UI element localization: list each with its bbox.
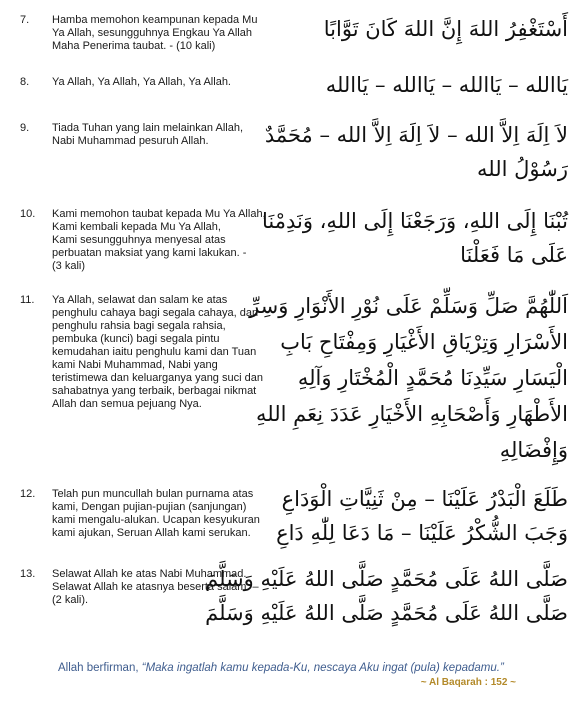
translation-line: Hamba memohon keampunan kepada Mu <box>52 14 258 26</box>
arabic-line: تُبْنَا إِلَى اللهِ، وَرَجَعْنَا إِلَى اللهِ، وَنَدِمْنَا <box>261 209 568 233</box>
arabic-line: وَجَبَ الشُّكْرُ عَلَيْنَا – مَا دَعَا لِلّٰهِ دَاعِ <box>276 521 568 545</box>
arabic-line: اَللّٰهُمَّ صَلِّ وَسَلِّمْ عَلَى نُوْرِ الأَنْوَارِ وَسِرِّ <box>249 294 568 318</box>
entry-translation <box>52 208 292 273</box>
arabic-line: رَسُوْلُ الله <box>477 157 568 181</box>
translation-line: Kami kembali kepada Mu Ya Allah, <box>52 221 221 233</box>
translation-line: penghulu rahsia bagi segala rahsia, <box>52 320 226 332</box>
entry-arabic <box>264 118 568 186</box>
entry-number: 11. <box>20 294 35 306</box>
arabic-line: طَلَعَ الْبَدْرُ عَلَيْنَا – مِنْ ثَنِيَّاتِ الْوَدَاعِ <box>281 487 568 511</box>
entry-arabic <box>293 14 568 44</box>
arabic-line: صَلَّى اللهُ عَلَى مُحَمَّدٍ صَلَّى اللهُ عَلَيْهِ وَسَلَّمَ <box>205 567 568 591</box>
translation-line: Tiada Tuhan yang lain melainkan Allah, <box>52 122 243 134</box>
translation-line: kami mengalu-alukan. Ucapan kesyukuran <box>52 514 260 526</box>
arabic-line: عَلَى مَا فَعَلْنَا <box>460 243 568 267</box>
entry-translation <box>52 122 292 148</box>
translation-line: Ya Allah, selawat dan salam ke atas <box>52 294 228 306</box>
entry-number: 7. <box>20 14 30 26</box>
arabic-line: يَاالله – يَاالله – يَاالله – يَاالله <box>325 73 568 97</box>
arabic-line: الْيَسَارِ سَيِّدِنَا مُحَمَّدٍ الْمُخْتَارِ وَآلِهِ <box>297 366 568 390</box>
translation-line: teristimewa dan keluarganya yang suci dan <box>52 372 263 384</box>
translation-line: kami ajukan, Seruan Allah kami serukan. <box>52 527 251 539</box>
translation-line: (3 kali) <box>52 260 86 272</box>
entry-arabic <box>261 204 568 272</box>
translation-line: Allah dan semua pejuang Nya. <box>52 398 202 410</box>
translation-line: Kami sesungguhnya menyesal atas <box>52 234 226 246</box>
entry-number: 12. <box>20 488 36 500</box>
entry-number: 13. <box>20 568 36 580</box>
entry-translation <box>52 76 292 89</box>
arabic-line: أَسْتَغْفِرُ اللهَ إِنَّ اللهَ كَانَ تَوَّابًا <box>323 17 568 41</box>
arabic-line: وَإِفْضَالِهِ <box>499 438 568 462</box>
translation-line: (2 kali). <box>52 594 89 606</box>
footer-quote <box>58 662 504 674</box>
arabic-line: الأَسْرَارِ وَتِرْيَاقِ الأَغْيَارِ وَمِفْتَاحِ بَابِ <box>280 330 568 354</box>
footer-lead: Allah berfirman, <box>58 662 139 674</box>
entry-translation <box>52 14 292 53</box>
translation-line: kami Nabi Muhammad, Nabi yang <box>52 359 218 371</box>
entry-number: 8. <box>20 76 30 88</box>
translation-line: penghulu cahaya bagi segala cahaya, dan <box>52 307 259 319</box>
entry-translation <box>52 488 292 540</box>
translation-line: Telah pun muncullah bulan purnama atas <box>52 488 254 500</box>
translation-line: Maha Penerima taubat. - (10 kali) <box>52 40 216 52</box>
translation-line: Ya Allah, Ya Allah, Ya Allah, Ya Allah. <box>52 76 231 88</box>
translation-line: Ya Allah, sesungguhnya Engkau Ya Allah <box>52 27 252 39</box>
translation-line: pembuka (kunci) bagi segala pintu <box>52 333 220 345</box>
translation-line: Nabi Muhammad pesuruh Allah. <box>52 135 209 147</box>
entry-arabic <box>205 562 568 630</box>
entry-number: 10. <box>20 208 36 220</box>
translation-line: Selawat Allah ke atasnya beserta salam. – <box>52 581 259 593</box>
entry-number: 9. <box>20 122 30 134</box>
entry-arabic <box>276 482 568 550</box>
entry-arabic <box>249 288 568 468</box>
arabic-line: صَلَّى اللهُ عَلَى مُحَمَّدٍ صَلَّى اللهُ عَلَيْهِ وَسَلَّمَ <box>205 601 568 625</box>
translation-line: Kami memohon taubat kepada Mu Ya Allah, <box>52 208 266 220</box>
translation-line: perbuatan maksiat yang kami lakukan. - <box>52 247 247 259</box>
translation-line: kemudahan iaitu penghulu kami dan Tuan <box>52 346 257 358</box>
translation-line: kami, Dengan pujian-pujian (sanjungan) <box>52 501 247 513</box>
translation-line: sahabatnya yang terbaik, berbagai nikmat <box>52 385 257 397</box>
arabic-line: الأَطْهَارِ وَأَصْحَابِهِ الأَخْيَارِ عَدَدَ نِعَمِ اللهِ <box>256 402 568 426</box>
entry-arabic <box>293 72 568 98</box>
verse-reference: ~ Al Baqarah : 152 ~ <box>420 677 516 688</box>
verse-quote: “Maka ingatlah kamu kepada-Ku, nescaya Aku ingat (pula) kepadamu.” <box>141 662 504 674</box>
arabic-line: لاَ اِلَهَ اِلاَّ الله – لاَ اِلَهَ اِلاَّ الله – مُحَمَّدٌ <box>264 123 568 147</box>
translation-line: Selawat Allah ke atas Nabi Muhammad. <box>52 568 247 580</box>
